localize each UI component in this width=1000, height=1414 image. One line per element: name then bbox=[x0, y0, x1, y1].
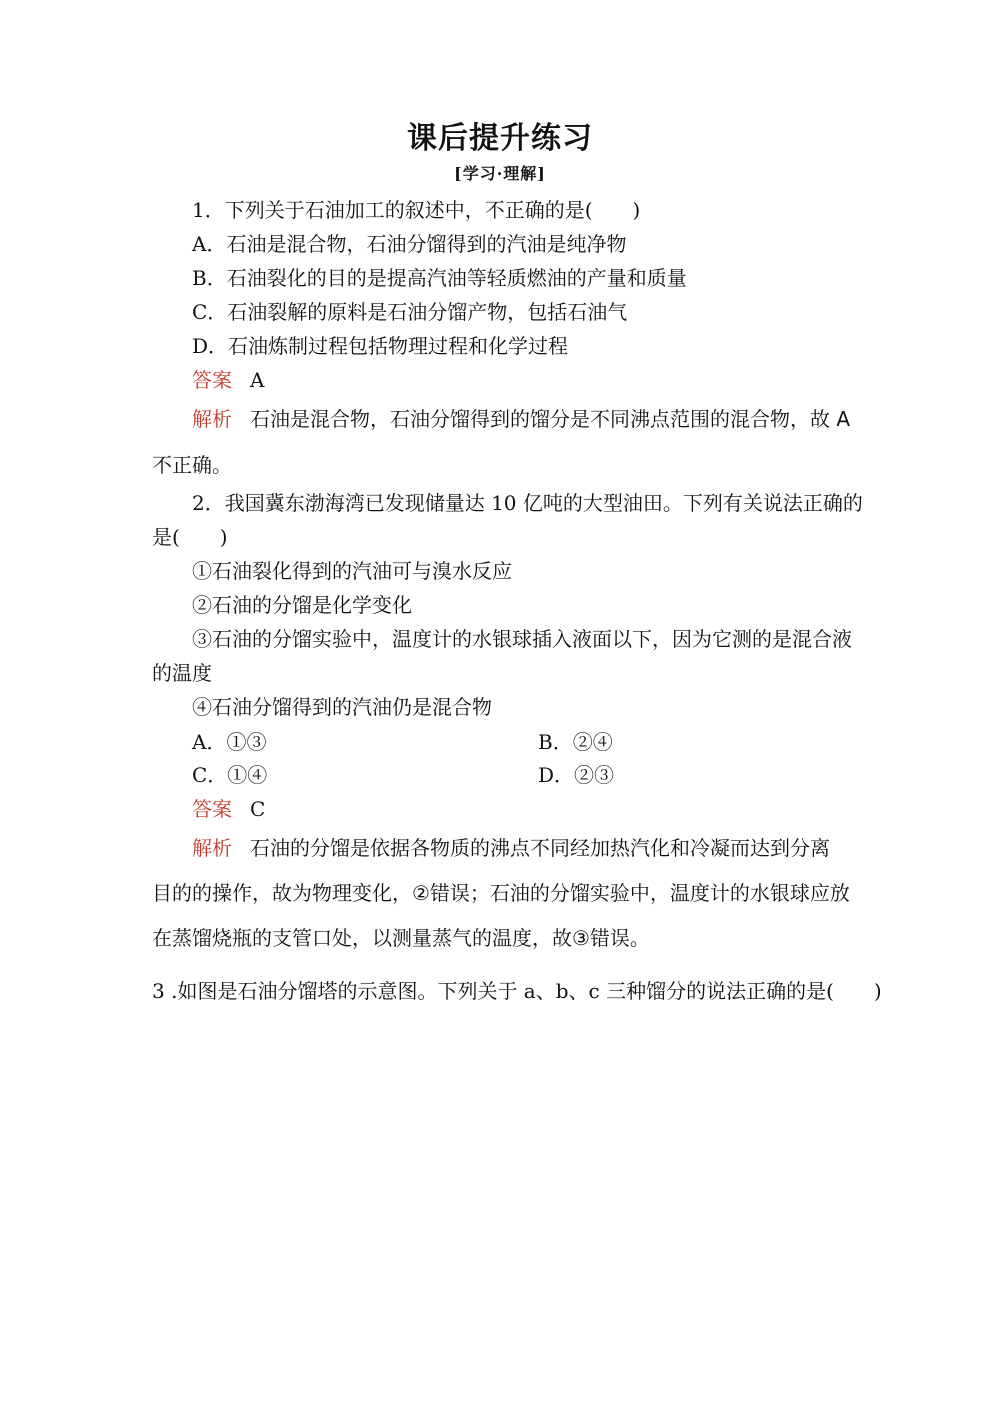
analysis-label: 解析 bbox=[192, 407, 232, 431]
q2-option-d: D．②③ bbox=[538, 763, 615, 787]
q2-option-b: B．②④ bbox=[538, 730, 613, 754]
q1-option-a: A．石油是混合物，石油分馏得到的汽油是纯净物 bbox=[192, 232, 627, 256]
q2-option-a: A．①③ bbox=[192, 730, 267, 754]
q2-analysis-line-2: 目的的操作，故为物理变化，②错误；石油的分馏实验中，温度计的水银球应放 bbox=[152, 881, 850, 905]
q2-statement-3: ③石油的分馏实验中，温度计的水银球插入液面以下，因为它测的是混合液 bbox=[192, 627, 852, 651]
q2-statement-3-cont: 的温度 bbox=[152, 661, 212, 685]
q1-answer bbox=[192, 368, 264, 392]
q1-stem: 1．下列关于石油加工的叙述中，不正确的是( ) bbox=[192, 198, 641, 222]
q2-stem-line-2: 是( ) bbox=[152, 525, 228, 549]
section-subtitle: [学习·理解] bbox=[454, 164, 546, 183]
q1-option-d: D．石油炼制过程包括物理过程和化学过程 bbox=[192, 334, 569, 358]
answer-label: 答案 bbox=[192, 797, 232, 821]
analysis-text: 石油是混合物，石油分馏得到的馏分是不同沸点范围的混合物，故 A bbox=[250, 407, 851, 431]
q1-option-c: C．石油裂解的原料是石油分馏产物，包括石油气 bbox=[192, 300, 628, 324]
q2-statement-1: ①石油裂化得到的汽油可与溴水反应 bbox=[192, 559, 512, 583]
q2-analysis-line-3: 在蒸馏烧瓶的支管口处，以测量蒸气的温度，故③错误。 bbox=[152, 926, 650, 950]
q2-analysis-line-1 bbox=[192, 836, 830, 860]
analysis-label: 解析 bbox=[192, 836, 232, 860]
q1-analysis-line-1 bbox=[192, 407, 850, 431]
answer-value: A bbox=[250, 368, 265, 392]
q2-statement-4: ④石油分馏得到的汽油仍是混合物 bbox=[192, 695, 492, 719]
q2-stem-line-1: 2．我国冀东渤海湾已发现储量达 10 亿吨的大型油田。下列有关说法正确的 bbox=[192, 491, 863, 515]
q2-option-c: C．①④ bbox=[192, 763, 268, 787]
q2-answer bbox=[192, 797, 265, 821]
answer-value: C bbox=[250, 797, 266, 821]
answer-label: 答案 bbox=[192, 368, 232, 392]
q3-stem: 3 .如图是石油分馏塔的示意图。下列关于 a、b、c 三种馏分的说法正确的是( ) bbox=[152, 979, 882, 1003]
analysis-text: 石油的分馏是依据各物质的沸点不同经加热汽化和冷凝而达到分离 bbox=[250, 836, 830, 860]
q1-option-b: B．石油裂化的目的是提高汽油等轻质燃油的产量和质量 bbox=[192, 266, 687, 290]
page-title: 课后提升练习 bbox=[407, 121, 593, 156]
q2-statement-2: ②石油的分馏是化学变化 bbox=[192, 593, 412, 617]
q1-analysis-line-2: 不正确。 bbox=[152, 453, 232, 477]
